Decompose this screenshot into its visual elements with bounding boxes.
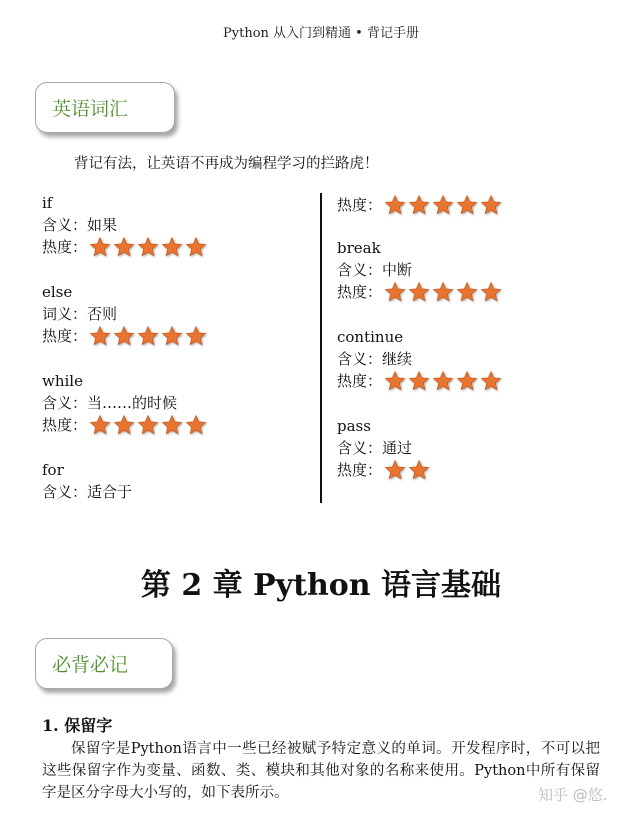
vocab-entry — [337, 415, 430, 481]
meaning-label: 含义： — [337, 350, 383, 368]
star-rating — [384, 370, 502, 392]
star-icon — [456, 194, 478, 216]
vocab-box-label: 英语词汇 — [52, 98, 129, 120]
star-icon — [408, 194, 430, 216]
vocab-entry — [42, 459, 132, 503]
heat-label: 热度： — [337, 372, 383, 390]
heat-label: 热度： — [42, 416, 88, 434]
star-rating — [89, 414, 207, 436]
star-rating — [89, 325, 207, 347]
star-rating — [384, 459, 430, 481]
meaning-value: 当……的时候 — [87, 394, 178, 412]
heat-label: 热度： — [42, 238, 88, 256]
star-icon — [384, 281, 406, 303]
star-icon — [185, 414, 207, 436]
must-remember-box — [35, 638, 173, 689]
vocab-word: if — [42, 194, 53, 212]
vocab-word: break — [337, 239, 381, 257]
vocab-word: for — [42, 461, 64, 479]
vocab-word: pass — [337, 417, 371, 435]
star-icon — [161, 414, 183, 436]
star-icon — [137, 325, 159, 347]
star-icon — [456, 281, 478, 303]
star-icon — [161, 236, 183, 258]
star-icon — [113, 414, 135, 436]
meaning-label: 含义： — [42, 394, 88, 412]
meaning-value: 继续 — [382, 350, 413, 368]
intro-text: 背记有法，让英语不再成为编程学习的拦路虎！ — [74, 156, 379, 172]
section-heading: 1. 保留字 — [42, 716, 113, 735]
paragraph-text: 保留字是Python语言中一些已经被赋予特定意义的单词。开发程序时，不可以把这些保留字作为变量、函数、类、模块和其他对象的名称来使用。Python中所有保留字是区分字母大小写的，如下表所示。 — [42, 741, 600, 801]
star-rating — [384, 194, 502, 216]
meaning-label: 含义： — [42, 216, 88, 234]
star-icon — [185, 325, 207, 347]
body-paragraph — [42, 738, 600, 804]
star-icon — [408, 281, 430, 303]
star-icon — [161, 325, 183, 347]
star-icon — [432, 281, 454, 303]
star-icon — [384, 370, 406, 392]
heat-label: 热度： — [337, 461, 383, 479]
star-icon — [185, 236, 207, 258]
star-icon — [432, 370, 454, 392]
page-header: Python 从入门到精通 • 背记手册 — [223, 26, 419, 41]
meaning-label: 含义： — [42, 483, 88, 501]
star-rating — [384, 281, 502, 303]
vocab-entry — [42, 281, 207, 347]
meaning-label: 词义： — [42, 305, 88, 323]
chapter-title: 第 2 章 Python 语言基础 — [140, 568, 502, 603]
vocab-entry — [42, 370, 207, 436]
heat-label: 热度： — [337, 196, 383, 214]
meaning-value: 中断 — [382, 261, 413, 279]
heat-label: 热度： — [42, 327, 88, 345]
star-icon — [384, 459, 406, 481]
star-icon — [480, 370, 502, 392]
meaning-value: 通过 — [382, 439, 413, 457]
must-box-label: 必背必记 — [52, 654, 129, 676]
watermark: 知乎 @悠. — [538, 786, 608, 804]
star-icon — [384, 194, 406, 216]
meaning-value: 如果 — [87, 216, 118, 234]
vocab-entry — [337, 326, 502, 392]
star-icon — [137, 414, 159, 436]
vocab-word: continue — [337, 328, 404, 346]
vocab-entry — [337, 237, 502, 303]
star-icon — [432, 194, 454, 216]
star-rating — [89, 236, 207, 258]
vocab-section-box — [35, 82, 175, 133]
star-icon — [113, 325, 135, 347]
meaning-label: 含义： — [337, 439, 383, 457]
star-icon — [480, 281, 502, 303]
column-divider — [320, 193, 322, 503]
vocab-word: else — [42, 283, 73, 301]
star-icon — [408, 459, 430, 481]
star-icon — [113, 236, 135, 258]
meaning-label: 含义： — [337, 261, 383, 279]
vocab-entry — [337, 194, 502, 216]
star-icon — [89, 236, 111, 258]
star-icon — [89, 325, 111, 347]
star-icon — [89, 414, 111, 436]
meaning-value: 否则 — [87, 305, 118, 323]
vocab-entry — [42, 192, 207, 258]
meaning-value: 适合于 — [87, 483, 133, 501]
star-icon — [480, 194, 502, 216]
vocab-word: while — [42, 372, 83, 390]
heat-label: 热度： — [337, 283, 383, 301]
star-icon — [137, 236, 159, 258]
star-icon — [408, 370, 430, 392]
star-icon — [456, 370, 478, 392]
